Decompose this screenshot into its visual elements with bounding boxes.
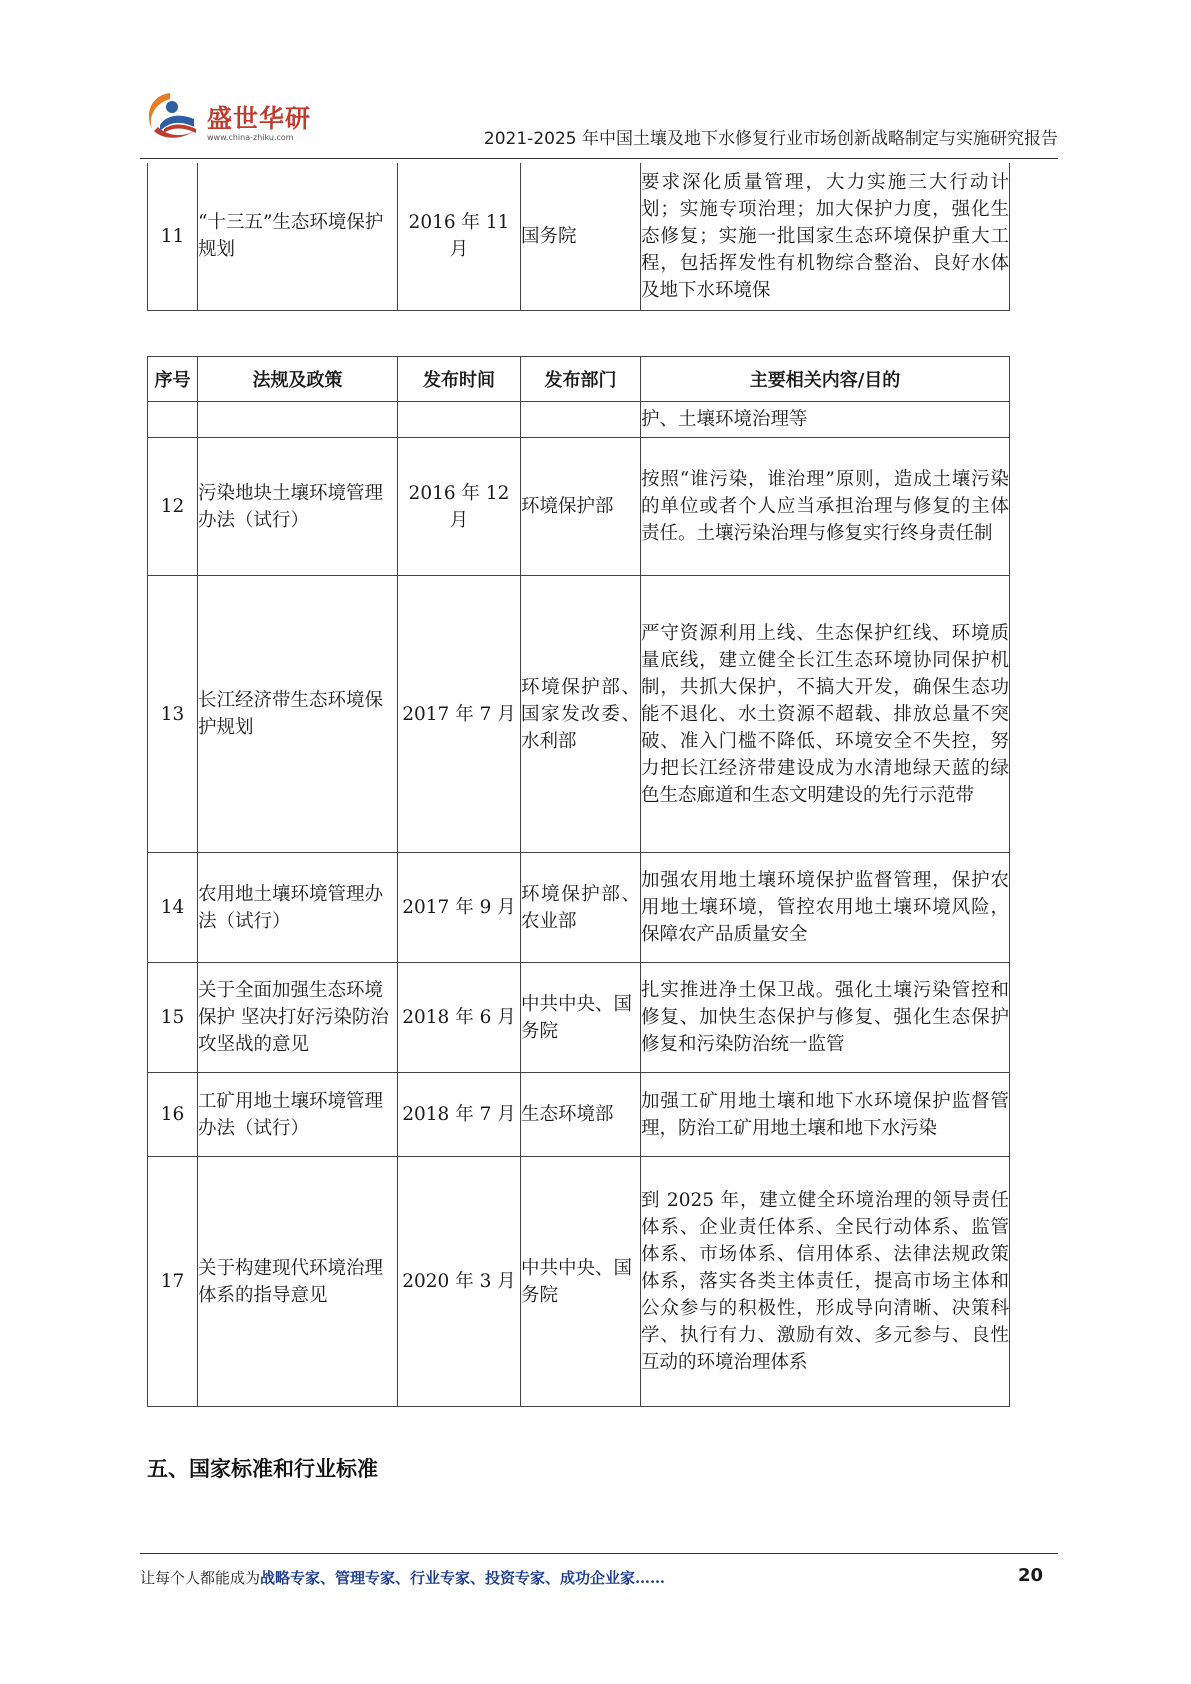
header-divider xyxy=(140,158,1058,159)
law-name: 关于构建现代环境治理体系的指导意见 xyxy=(198,1157,398,1407)
header-law: 法规及政策 xyxy=(198,357,398,402)
row-number xyxy=(148,402,198,438)
law-name: 污染地块土壤环境管理办法（试行） xyxy=(198,438,398,576)
footer-highlight: 战略专家、管理专家、行业专家、投资专家、成功企业家…… xyxy=(260,1569,666,1587)
policy-content: 按照“谁污染，谁治理”原则，造成土壤污染的单位或者个人应当承担治理与修复的主体责任。土壤污染治理与修复实行终身责任制 xyxy=(641,438,1010,576)
logo-url: www.china-zhiku.com xyxy=(207,133,294,142)
table-header-row xyxy=(148,357,1010,402)
policy-content: 到 2025 年，建立健全环境治理的领导责任体系、企业责任体系、全民行动体系、监管体系、市场体系、信用体系、法律法规政策体系，落实各类主体责任，提高市场主体和公众参与的积极性，形成导向清晰、决策科学、执行有力、激励有效、多元参与、良性互动的环境治理体系 xyxy=(641,1157,1010,1407)
header-dept: 发布部门 xyxy=(521,357,641,402)
row-number: 11 xyxy=(148,163,198,310)
publish-date xyxy=(398,402,521,438)
law-name: 长江经济带生态环境保护规划 xyxy=(198,576,398,853)
header-content: 主要相关内容/目的 xyxy=(641,357,1010,402)
policy-table xyxy=(147,356,1010,1407)
publish-date: 2020 年 3 月 xyxy=(398,1157,521,1407)
table-row xyxy=(148,963,1010,1073)
policy-content: 要求深化质量管理，大力实施三大行动计划；实施专项治理；加大保护力度，强化生态修复；实施一批国家生态环境保护重大工程，包括挥发性有机物综合整治、良好水体及地下水环境保 xyxy=(641,163,1010,310)
logo-emblem-icon xyxy=(140,85,210,145)
policy-content: 加强工矿用地土壤和地下水环境保护监督管理，防治工矿用地土壤和地下水污染 xyxy=(641,1073,1010,1157)
header-number: 序号 xyxy=(148,357,198,402)
row-number: 13 xyxy=(148,576,198,853)
policy-content: 扎实推进净土保卫战。强化土壤污染管控和修复、加快生态保护与修复、强化生态保护修复和污染防治统一监管 xyxy=(641,963,1010,1073)
publish-dept: 国务院 xyxy=(521,163,641,310)
publish-dept: 环境保护部、国家发改委、水利部 xyxy=(521,576,641,853)
header-date: 发布时间 xyxy=(398,357,521,402)
publish-date: 2018 年 6 月 xyxy=(398,963,521,1073)
section-heading: 五、国家标准和行业标准 xyxy=(147,1457,378,1481)
table-row xyxy=(148,576,1010,853)
policy-content: 加强农用地土壤环境保护监督管理，保护农用地土壤环境，管控农用地土壤环境风险，保障农产品质量安全 xyxy=(641,853,1010,963)
publish-date: 2016 年 11 月 xyxy=(398,163,521,310)
law-name: 关于全面加强生态环境保护 坚决打好污染防治攻坚战的意见 xyxy=(198,963,398,1073)
page-number: 20 xyxy=(1017,1565,1043,1586)
policy-table-continued xyxy=(147,163,1010,311)
row-number: 15 xyxy=(148,963,198,1073)
footer-slogan xyxy=(140,1567,665,1588)
publish-date: 2017 年 9 月 xyxy=(398,853,521,963)
publish-date: 2018 年 7 月 xyxy=(398,1073,521,1157)
row-number: 14 xyxy=(148,853,198,963)
row-number: 16 xyxy=(148,1073,198,1157)
table-row xyxy=(148,163,1010,310)
publish-dept: 环境保护部 xyxy=(521,438,641,576)
law-name: “十三五”生态环境保护规划 xyxy=(198,163,398,310)
table-row xyxy=(148,402,1010,438)
footer-lead: 让每个人都能成为 xyxy=(140,1569,261,1587)
report-title: 2021-2025 年中国土壤及地下水修复行业市场创新战略制定与实施研究报告 xyxy=(483,129,1058,149)
law-name: 工矿用地土壤环境管理办法（试行） xyxy=(198,1073,398,1157)
publish-dept: 环境保护部、农业部 xyxy=(521,853,641,963)
row-number: 17 xyxy=(148,1157,198,1407)
law-name: 农用地土壤环境管理办法（试行） xyxy=(198,853,398,963)
law-name xyxy=(198,402,398,438)
table-row xyxy=(148,1073,1010,1157)
publish-dept: 中共中央、国务院 xyxy=(521,1157,641,1407)
publish-date: 2016 年 12 月 xyxy=(398,438,521,576)
row-number: 12 xyxy=(148,438,198,576)
logo-text: 盛世华研 xyxy=(207,104,312,133)
policy-content: 护、土壤环境治理等 xyxy=(641,402,1010,438)
table-row xyxy=(148,438,1010,576)
publish-dept: 生态环境部 xyxy=(521,1073,641,1157)
company-logo xyxy=(140,85,320,145)
publish-dept xyxy=(521,402,641,438)
publish-date: 2017 年 7 月 xyxy=(398,576,521,853)
page-header xyxy=(140,80,1058,160)
table-row xyxy=(148,1157,1010,1407)
policy-content: 严守资源利用上线、生态保护红线、环境质量底线，建立健全长江生态环境协同保护机制，共抓大保护，不搞大开发，确保生态功能不退化、水土资源不超载、排放总量不突破、准入门槛不降低、环境安全不失控，努力把长江经济带建设成为水清地绿天蓝的绿色生态廊道和生态文明建设的先行示范带 xyxy=(641,576,1010,853)
table-row xyxy=(148,853,1010,963)
footer-divider xyxy=(140,1553,1058,1554)
publish-dept: 中共中央、国务院 xyxy=(521,963,641,1073)
